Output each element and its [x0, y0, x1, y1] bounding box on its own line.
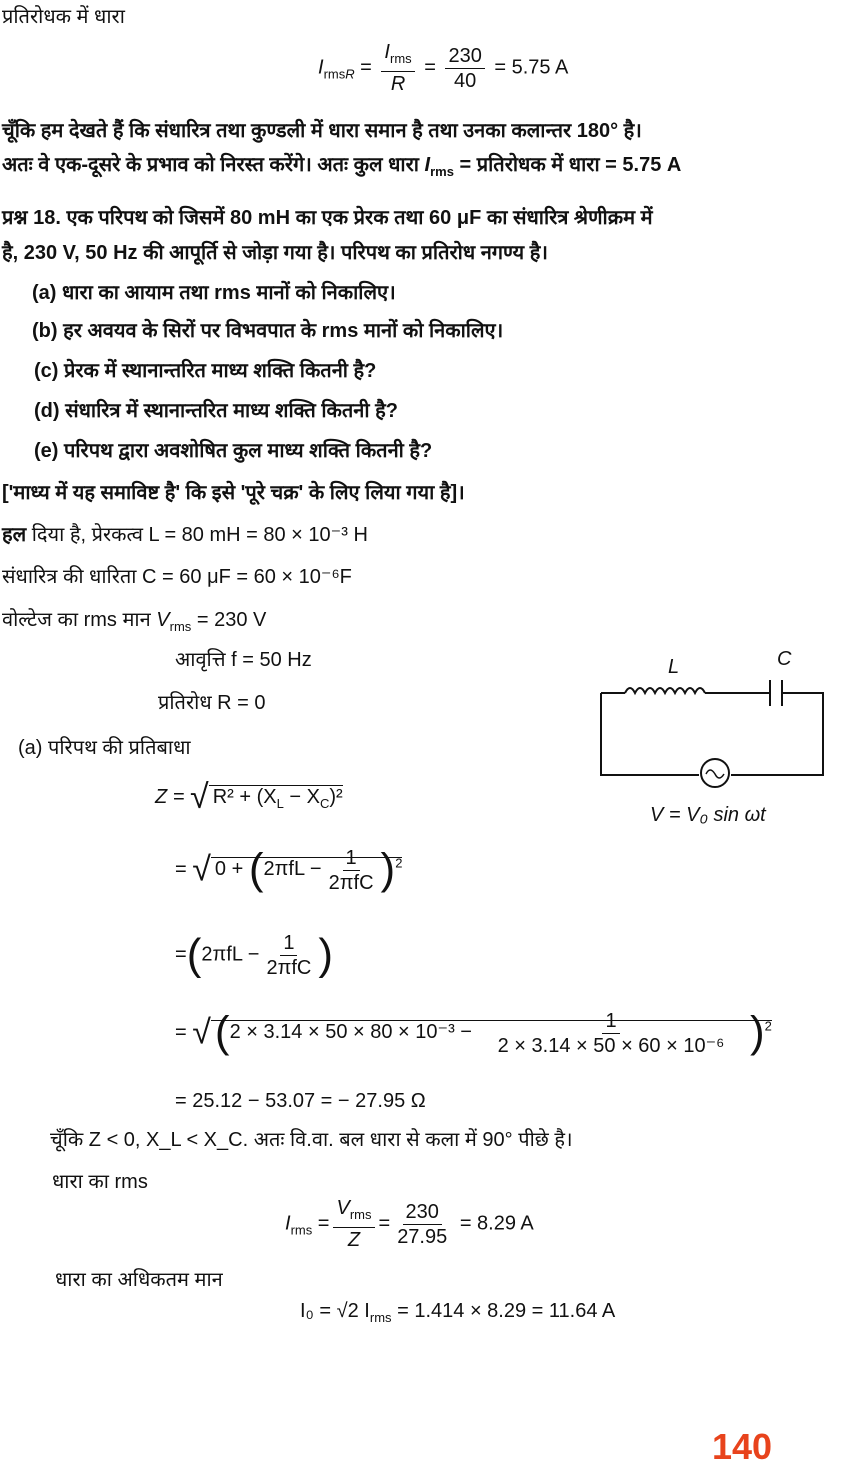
impedance-step-1: = √ 0 + (2πfL − $\frac{1}{\text{2πfC}}$ )$^2$ [175, 845, 403, 894]
inductor-label: L [668, 656, 680, 678]
question-part-b: (b) हर अवयव के सिरों पर विभवपात के rms मानों को निकालिए। [32, 320, 504, 342]
given-frequency: आवृत्ति f = 50 Hz [175, 649, 312, 671]
circuit-wires [595, 680, 835, 790]
max-heading: धारा का अधिकतम मान [55, 1269, 223, 1291]
question-line-1: प्रश्न 18. एक परिपथ को जिसमें 80 mH का एक प्रेरक तथा 60 μF का संधारित्र श्रेणीक्रम में [2, 207, 653, 229]
heading-resistor-current: प्रतिरोधक में धारा [2, 6, 125, 28]
question-part-a: (a) धारा का आयाम तथा rms मानों को निकालिए। [32, 282, 396, 304]
page-number: 140 [712, 1426, 773, 1464]
irms-formula: $I_{rms}$ = $\frac{V_{rms}}{Z}$ = $\frac{230}{27.95}$ = 8.29 A [285, 1197, 534, 1251]
given-capacitance: संधारित्र की धारिता C = 60 μF = 60 × 10⁻⁶F [2, 566, 352, 588]
para-line-2: अतः वे एक-दूसरे के प्रभाव को निरस्त करेंगे। अतः कुल धारा $I_{rms}$ = प्रतिरोधक में धारा = 5.75 A [2, 154, 682, 179]
impedance-heading: (a) परिपथ की प्रतिबाधा [18, 737, 191, 759]
question-part-e: (e) परिपथ द्वारा अवशोषित कुल माध्य शक्ति कितनी है? [34, 440, 433, 462]
phase-statement: चूँकि Z < 0, X_L < X_C. अतः वि.वा. बल धारा से कला में 90° पीछे है। [50, 1129, 573, 1151]
impedance-step-2: =(2πfL − $\frac{1}{\text{2πfC}}$ ) [175, 930, 334, 979]
rms-heading: धारा का rms [52, 1171, 148, 1193]
given-voltage: वोल्टेज का rms मान $V_{rms} = 230$ V [2, 609, 267, 634]
impedance-formula: Z = √ $R^2 + (X_L - X_C)^2$ [155, 778, 343, 816]
question-note: ['माध्य में यह समाविष्ट है' कि इसे 'पूरे चक्र' के लिए लिया गया है]। [2, 482, 465, 504]
given-resistance: प्रतिरोध R = 0 [158, 692, 266, 714]
capacitor-label: C [777, 648, 792, 670]
question-part-d: (d) संधारित्र में स्थानान्तरित माध्य शक्ति कितनी है? [34, 400, 398, 422]
source-label: V = V₀ sin ωt [650, 804, 766, 826]
impedance-result: = 25.12 − 53.07 = − 27.95 Ω [175, 1090, 426, 1112]
question-part-c: (c) प्रेरक में स्थानान्तरित माध्य शक्ति कितनी है? [34, 360, 377, 382]
para-line-1: चूँकि हम देखते हैं कि संधारित्र तथा कुण्डली में धारा समान है तथा उनका कलान्तर 180° है। [2, 120, 642, 142]
impedance-step-3: = √(2 × 3.14 × 50 × 80 × 10⁻³ − $\frac{1}{\text{2 × 3.14 × 50 × 60 × 10⁻⁶}}$ )$^2$ [175, 1008, 772, 1057]
inductor-coil [625, 688, 705, 693]
capacitor-plates [770, 680, 782, 706]
formula-irms-r: $I_{rmsR}$ = $\frac{I_{rms}}{R}$ = $\frac{230}{40}$ = 5.75 A [318, 41, 569, 95]
given-inductance: हल दिया है, प्रेरकत्व L = 80 mH = 80 × 10⁻³ H [2, 524, 368, 546]
i0-formula: I₀ = √2 $I_{rms} = 1.414 \times 8.29 = 11.64$ A [300, 1300, 616, 1325]
question-line-2: है, 230 V, 50 Hz की आपूर्ति से जोड़ा गया है। परिपथ का प्रतिरोध नगण्य है। [2, 242, 548, 264]
